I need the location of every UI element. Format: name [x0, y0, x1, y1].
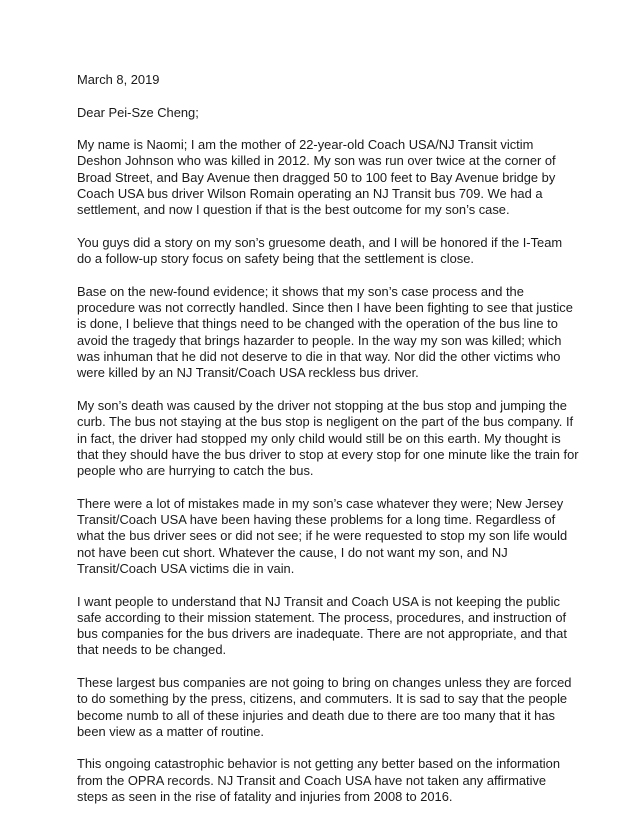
paragraph-line: procedure was not correctly handled. Since then I have been fighting to see that justice	[77, 300, 573, 316]
paragraph-new-evidence	[77, 284, 587, 382]
letter-salutation: Dear Pei-Sze Cheng;	[77, 104, 199, 120]
paragraph-line: steps as seen in the rise of fatality and injuries from 2008 to 2016.	[77, 789, 453, 805]
paragraph-line: Transit/Coach USA have been having these problems for a long time. Regardless of	[77, 512, 556, 528]
letter-date: March 8, 2019	[77, 72, 160, 87]
paragraph-line: I want people to understand that NJ Transit and Coach USA is not keeping the public	[77, 593, 560, 609]
paragraph-line: what the bus driver sees or did not see; if he were requested to stop my son life would	[77, 528, 568, 544]
paragraph-line: This ongoing catastrophic behavior is not getting any better based on the information	[77, 756, 560, 772]
paragraph-line: people who are hurrying to catch the bus.	[77, 463, 314, 479]
letter-body	[77, 72, 587, 822]
paragraph-line: do a follow-up story focus on safety being that the settlement is close.	[77, 251, 474, 267]
paragraph-line: been view as a matter of routine.	[77, 723, 265, 739]
paragraph-line: to do something by the press, citizens, and commuters. It is sad to say that the people	[77, 691, 568, 707]
paragraph-line: There were a lot of mistakes made in my son’s case whatever they were; New Jersey	[77, 495, 564, 511]
paragraph-line: in fact, the driver had stopped my only child would still be on this earth. My thought is	[77, 430, 561, 446]
paragraph-line: that they should have the bus driver to stop at every stop for one minute like the train for	[77, 446, 579, 462]
paragraph-line: settlement, and now I question if that is the best outcome for my son’s case.	[77, 202, 510, 218]
paragraph-line: bus companies for the bus drivers are inadequate. There are not appropriate, and that	[77, 626, 567, 642]
paragraph-line: Deshon Johnson who was killed in 2012. My son was run over twice at the corner of	[77, 153, 556, 169]
paragraph-opra-records	[77, 756, 587, 805]
paragraph-line: from the OPRA records. NJ Transit and Coach USA have not taken any affirmative	[77, 772, 547, 788]
paragraph-line: These largest bus companies are not going to bring on changes unless they are forced	[77, 674, 572, 690]
paragraph-line: My son’s death was caused by the driver not stopping at the bus stop and jumping the	[77, 397, 567, 413]
paragraph-line: not have been cut short. Whatever the cause, I do not want my son, and NJ	[77, 544, 508, 560]
paragraph-line: avoid the tragedy that brings hazarder to people. In the way my son was killed; which	[77, 332, 562, 348]
paragraph-line: that needs to be changed.	[77, 642, 227, 658]
paragraph-line: curb. The bus not staying at the bus stop is negligent on the part of the bus company. If	[77, 414, 574, 430]
paragraph-public-safety	[77, 594, 587, 659]
paragraph-line: were killed by an NJ Transit/Coach USA reckless bus driver.	[77, 365, 419, 381]
paragraph-mistakes	[77, 496, 587, 577]
paragraph-line: Broad Street, and Bay Avenue then dragged 50 to 100 feet to Bay Avenue bridge by	[77, 169, 556, 185]
paragraph-forced-change	[77, 675, 587, 740]
paragraph-line: My name is Naomi; I am the mother of 22-year-old Coach USA/NJ Transit victim	[77, 137, 534, 153]
paragraph-line: Transit/Coach USA victims die in vain.	[77, 560, 295, 576]
paragraph-story-request	[77, 235, 587, 268]
paragraph-line: Base on the new-found evidence; it shows that my son’s case process and the	[77, 283, 524, 299]
paragraph-introduction	[77, 137, 587, 218]
paragraph-line: Coach USA bus driver Wilson Romain operating an NJ Transit bus 709. We had a	[77, 186, 543, 202]
paragraph-line: You guys did a story on my son’s gruesome death, and I will be honored if the I-Team	[77, 234, 563, 250]
paragraph-line: become numb to all of these injuries and death due to there are too many that it has	[77, 707, 555, 723]
paragraph-line: safe according to their mission statement. The process, procedures, and instruction of	[77, 609, 567, 625]
paragraph-cause-of-death	[77, 398, 587, 479]
paragraph-line: was inhuman that he did not deserve to die in that way. Nor did the other victims who	[77, 349, 561, 365]
paragraph-line: is done, I believe that things need to be changed with the operation of the bus line to	[77, 316, 558, 332]
